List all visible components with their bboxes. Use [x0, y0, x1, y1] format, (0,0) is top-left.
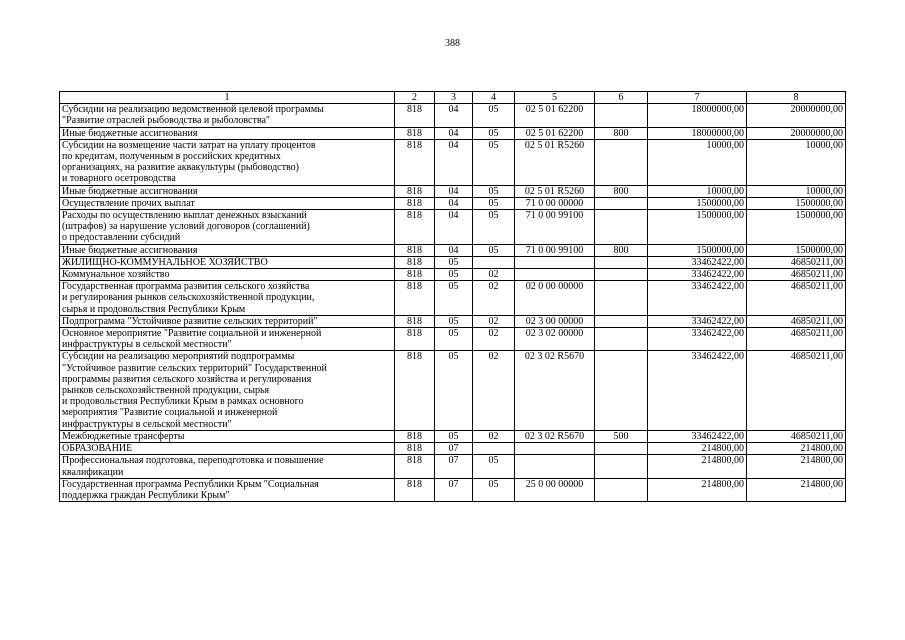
amount-col7-cell: 33462422,00	[648, 315, 747, 327]
subsection-code-cell: 05	[473, 185, 515, 197]
table-row	[60, 197, 846, 209]
amount-col8-cell: 1500000,00	[747, 197, 846, 209]
table-row	[60, 315, 846, 327]
section-code-cell: 04	[435, 139, 473, 185]
budget-code-cell: 818	[395, 281, 435, 316]
item-name-line: Профессиональная подготовка, переподготовка и повышение	[62, 455, 324, 467]
budget-code-cell: 818	[395, 315, 435, 327]
budget-code-cell: 818	[395, 256, 435, 268]
target-article-cell	[515, 269, 595, 281]
target-article-cell: 02 5 01 R5260	[515, 139, 595, 185]
amount-col7-cell: 10000,00	[648, 185, 747, 197]
subsection-code-cell: 02	[473, 430, 515, 442]
item-name-line: Межбюджетные трансферты	[62, 430, 185, 442]
section-code-cell: 04	[435, 197, 473, 209]
header-cell: 6	[595, 92, 648, 104]
table-row	[60, 328, 846, 351]
target-article-cell: 02 0 00 00000	[515, 281, 595, 316]
item-name-line: Коммунальное хозяйство	[62, 269, 170, 281]
item-name-line: квалификации	[62, 466, 124, 478]
item-name-cell	[60, 478, 395, 501]
amount-col7-cell: 18000000,00	[648, 104, 747, 127]
subsection-code-cell: 05	[473, 210, 515, 245]
amount-col7-cell: 214800,00	[648, 443, 747, 455]
section-code-cell: 05	[435, 328, 473, 351]
amount-col7-cell: 33462422,00	[648, 256, 747, 268]
header-cell: 3	[435, 92, 473, 104]
item-name-cell	[60, 127, 395, 139]
subsection-code-cell: 05	[473, 197, 515, 209]
budget-code-cell: 818	[395, 244, 435, 256]
item-name-cell	[60, 139, 395, 185]
target-article-cell: 02 3 02 R5670	[515, 430, 595, 442]
table-row	[60, 455, 846, 478]
target-article-cell	[515, 455, 595, 478]
item-name-cell	[60, 351, 395, 430]
item-name-cell	[60, 256, 395, 268]
table-body	[60, 92, 846, 502]
section-code-cell: 07	[435, 443, 473, 455]
budget-code-cell: 818	[395, 443, 435, 455]
expense-type-cell	[595, 269, 648, 281]
section-code-cell: 05	[435, 269, 473, 281]
section-code-cell: 05	[435, 430, 473, 442]
item-name-cell	[60, 185, 395, 197]
table-row	[60, 244, 846, 256]
item-name-line: мероприятия "Развитие социальной и инженерной	[62, 407, 278, 419]
amount-col7-cell: 33462422,00	[648, 281, 747, 316]
expense-type-cell	[595, 478, 648, 501]
budget-code-cell: 818	[395, 197, 435, 209]
amount-col7-cell: 214800,00	[648, 478, 747, 501]
target-article-cell	[515, 256, 595, 268]
header-cell: 4	[473, 92, 515, 104]
item-name-line: и регулирования рынков сельскохозяйственной продукции,	[62, 292, 315, 304]
section-code-cell: 04	[435, 244, 473, 256]
budget-code-cell: 818	[395, 269, 435, 281]
expense-type-cell	[595, 281, 648, 316]
subsection-code-cell: 02	[473, 328, 515, 351]
table-row	[60, 210, 846, 245]
subsection-code-cell: 05	[473, 244, 515, 256]
section-code-cell: 04	[435, 104, 473, 127]
expense-type-cell	[595, 139, 648, 185]
amount-col7-cell: 1500000,00	[648, 210, 747, 245]
budget-code-cell: 818	[395, 478, 435, 501]
amount-col7-cell: 10000,00	[648, 139, 747, 185]
budget-code-cell: 818	[395, 139, 435, 185]
header-cell: 1	[60, 92, 395, 104]
amount-col8-cell: 46850211,00	[747, 351, 846, 430]
amount-col7-cell: 1500000,00	[648, 244, 747, 256]
expense-type-cell: 800	[595, 244, 648, 256]
amount-col8-cell: 10000,00	[747, 139, 846, 185]
section-code-cell: 05	[435, 256, 473, 268]
item-name-line: Иные бюджетные ассигнования	[62, 127, 198, 139]
subsection-code-cell: 05	[473, 127, 515, 139]
amount-col8-cell: 214800,00	[747, 478, 846, 501]
item-name-line: Субсидии на возмещение части затрат на уплату процентов	[62, 139, 316, 151]
amount-col8-cell: 46850211,00	[747, 430, 846, 442]
target-article-cell: 71 0 00 99100	[515, 210, 595, 245]
target-article-cell: 02 5 01 62200	[515, 104, 595, 127]
expense-type-cell: 800	[595, 185, 648, 197]
expense-type-cell	[595, 351, 648, 430]
amount-col7-cell: 1500000,00	[648, 197, 747, 209]
subsection-code-cell	[473, 443, 515, 455]
expense-type-cell: 500	[595, 430, 648, 442]
subsection-code-cell: 02	[473, 269, 515, 281]
header-cell: 7	[648, 92, 747, 104]
item-name-cell	[60, 328, 395, 351]
page-number: 388	[445, 38, 460, 49]
item-name-line: по кредитам, полученным в российских кредитных	[62, 151, 281, 163]
amount-col8-cell: 214800,00	[747, 455, 846, 478]
section-code-cell: 05	[435, 315, 473, 327]
section-code-cell: 05	[435, 281, 473, 316]
target-article-cell: 25 0 00 00000	[515, 478, 595, 501]
table-row	[60, 443, 846, 455]
amount-col8-cell: 214800,00	[747, 443, 846, 455]
expense-type-cell	[595, 315, 648, 327]
expense-type-cell	[595, 256, 648, 268]
subsection-code-cell: 02	[473, 351, 515, 430]
amount-col8-cell: 20000000,00	[747, 127, 846, 139]
item-name-cell	[60, 443, 395, 455]
expense-type-cell: 800	[595, 127, 648, 139]
item-name-line: о предоставлении субсидий	[62, 232, 181, 244]
target-article-cell: 02 5 01 62200	[515, 127, 595, 139]
amount-col8-cell: 46850211,00	[747, 315, 846, 327]
amount-col8-cell: 10000,00	[747, 185, 846, 197]
budget-code-cell: 818	[395, 104, 435, 127]
item-name-line: ОБРАЗОВАНИЕ	[62, 443, 133, 455]
item-name-cell	[60, 455, 395, 478]
target-article-cell: 71 0 00 99100	[515, 244, 595, 256]
item-name-line: и продовольствия Республики Крым в рамках основного	[62, 396, 304, 408]
subsection-code-cell: 05	[473, 478, 515, 501]
item-name-line: (штрафов) за нарушение условий договоров (соглашений)	[62, 221, 310, 233]
item-name-cell	[60, 430, 395, 442]
amount-col7-cell: 214800,00	[648, 455, 747, 478]
budget-code-cell: 818	[395, 185, 435, 197]
item-name-cell	[60, 315, 395, 327]
amount-col8-cell: 1500000,00	[747, 244, 846, 256]
item-name-cell	[60, 104, 395, 127]
table-row	[60, 139, 846, 185]
item-name-line: рынков сельскохозяйственной продукции, сырья	[62, 385, 270, 397]
item-name-line: Иные бюджетные ассигнования	[62, 244, 198, 256]
item-name-line: "Устойчивое развитие сельских территорий" Государственной	[62, 362, 327, 374]
item-name-cell	[60, 197, 395, 209]
target-article-cell: 71 0 00 00000	[515, 197, 595, 209]
amount-col8-cell: 46850211,00	[747, 269, 846, 281]
amount-col7-cell: 33462422,00	[648, 351, 747, 430]
item-name-line: Основное мероприятие "Развитие социальной и инженерной	[62, 328, 322, 340]
table-row	[60, 185, 846, 197]
item-name-cell	[60, 281, 395, 316]
amount-col7-cell: 33462422,00	[648, 269, 747, 281]
budget-code-cell: 818	[395, 351, 435, 430]
budget-code-cell: 818	[395, 210, 435, 245]
item-name-line: организациях, на развитие аквакультуры (рыбоводство)	[62, 162, 299, 174]
table-row	[60, 256, 846, 268]
target-article-cell: 02 3 00 00000	[515, 315, 595, 327]
item-name-cell	[60, 244, 395, 256]
amount-col8-cell: 46850211,00	[747, 281, 846, 316]
item-name-line: инфраструктуры в сельской местности"	[62, 339, 232, 351]
expense-type-cell	[595, 197, 648, 209]
subsection-code-cell: 05	[473, 104, 515, 127]
item-name-line: ЖИЛИЩНО-КОММУНАЛЬНОЕ ХОЗЯЙСТВО	[62, 256, 268, 268]
table-row	[60, 478, 846, 501]
item-name-line: "Развитие отраслей рыбоводства и рыболовства"	[62, 115, 270, 127]
section-code-cell: 04	[435, 185, 473, 197]
item-name-line: инфраструктуры в сельской местности"	[62, 418, 232, 430]
budget-table	[59, 91, 846, 502]
table-row	[60, 104, 846, 127]
expense-type-cell	[595, 443, 648, 455]
header-row	[60, 92, 846, 104]
budget-code-cell: 818	[395, 328, 435, 351]
section-code-cell: 04	[435, 127, 473, 139]
target-article-cell: 02 3 02 R5670	[515, 351, 595, 430]
expense-type-cell	[595, 455, 648, 478]
item-name-line: Подпрограмма "Устойчивое развитие сельских территорий"	[62, 315, 318, 327]
amount-col7-cell: 33462422,00	[648, 430, 747, 442]
section-code-cell: 07	[435, 455, 473, 478]
subsection-code-cell: 02	[473, 315, 515, 327]
section-code-cell: 04	[435, 210, 473, 245]
header-cell: 5	[515, 92, 595, 104]
subsection-code-cell	[473, 256, 515, 268]
item-name-line: сырья и продовольствия Республики Крым	[62, 303, 246, 315]
amount-col8-cell: 46850211,00	[747, 256, 846, 268]
section-code-cell: 07	[435, 478, 473, 501]
expense-type-cell	[595, 210, 648, 245]
target-article-cell	[515, 443, 595, 455]
header-cell: 8	[747, 92, 846, 104]
target-article-cell: 02 5 01 R5260	[515, 185, 595, 197]
item-name-line: Государственная программа развития сельского хозяйства	[62, 281, 310, 293]
budget-code-cell: 818	[395, 127, 435, 139]
subsection-code-cell: 02	[473, 281, 515, 316]
item-name-line: Субсидии на реализацию ведомственной целевой программы	[62, 104, 324, 116]
item-name-line: Государственная программа Республики Крым "Социальная	[62, 478, 319, 490]
amount-col7-cell: 33462422,00	[648, 328, 747, 351]
amount-col8-cell: 46850211,00	[747, 328, 846, 351]
item-name-line: Субсидии на реализацию мероприятий подпрограммы	[62, 351, 295, 363]
expense-type-cell	[595, 328, 648, 351]
item-name-line: и товарного осетроводства	[62, 173, 176, 185]
item-name-cell	[60, 210, 395, 245]
item-name-line: поддержка граждан Республики Крым"	[62, 489, 230, 501]
subsection-code-cell: 05	[473, 139, 515, 185]
item-name-line: Иные бюджетные ассигнования	[62, 185, 198, 197]
table-row	[60, 269, 846, 281]
table-row	[60, 430, 846, 442]
table-row	[60, 281, 846, 316]
amount-col8-cell: 20000000,00	[747, 104, 846, 127]
amount-col8-cell: 1500000,00	[747, 210, 846, 245]
budget-code-cell: 818	[395, 455, 435, 478]
section-code-cell: 05	[435, 351, 473, 430]
subsection-code-cell: 05	[473, 455, 515, 478]
amount-col7-cell: 18000000,00	[648, 127, 747, 139]
header-cell: 2	[395, 92, 435, 104]
budget-code-cell: 818	[395, 430, 435, 442]
expense-type-cell	[595, 104, 648, 127]
item-name-line: программы развития сельского хозяйства и регулирования	[62, 373, 312, 385]
table-row	[60, 127, 846, 139]
table-row	[60, 351, 846, 430]
item-name-cell	[60, 269, 395, 281]
target-article-cell: 02 3 02 00000	[515, 328, 595, 351]
item-name-line: Расходы по осуществлению выплат денежных взысканий	[62, 210, 307, 222]
item-name-line: Осуществление прочих выплат	[62, 197, 195, 209]
